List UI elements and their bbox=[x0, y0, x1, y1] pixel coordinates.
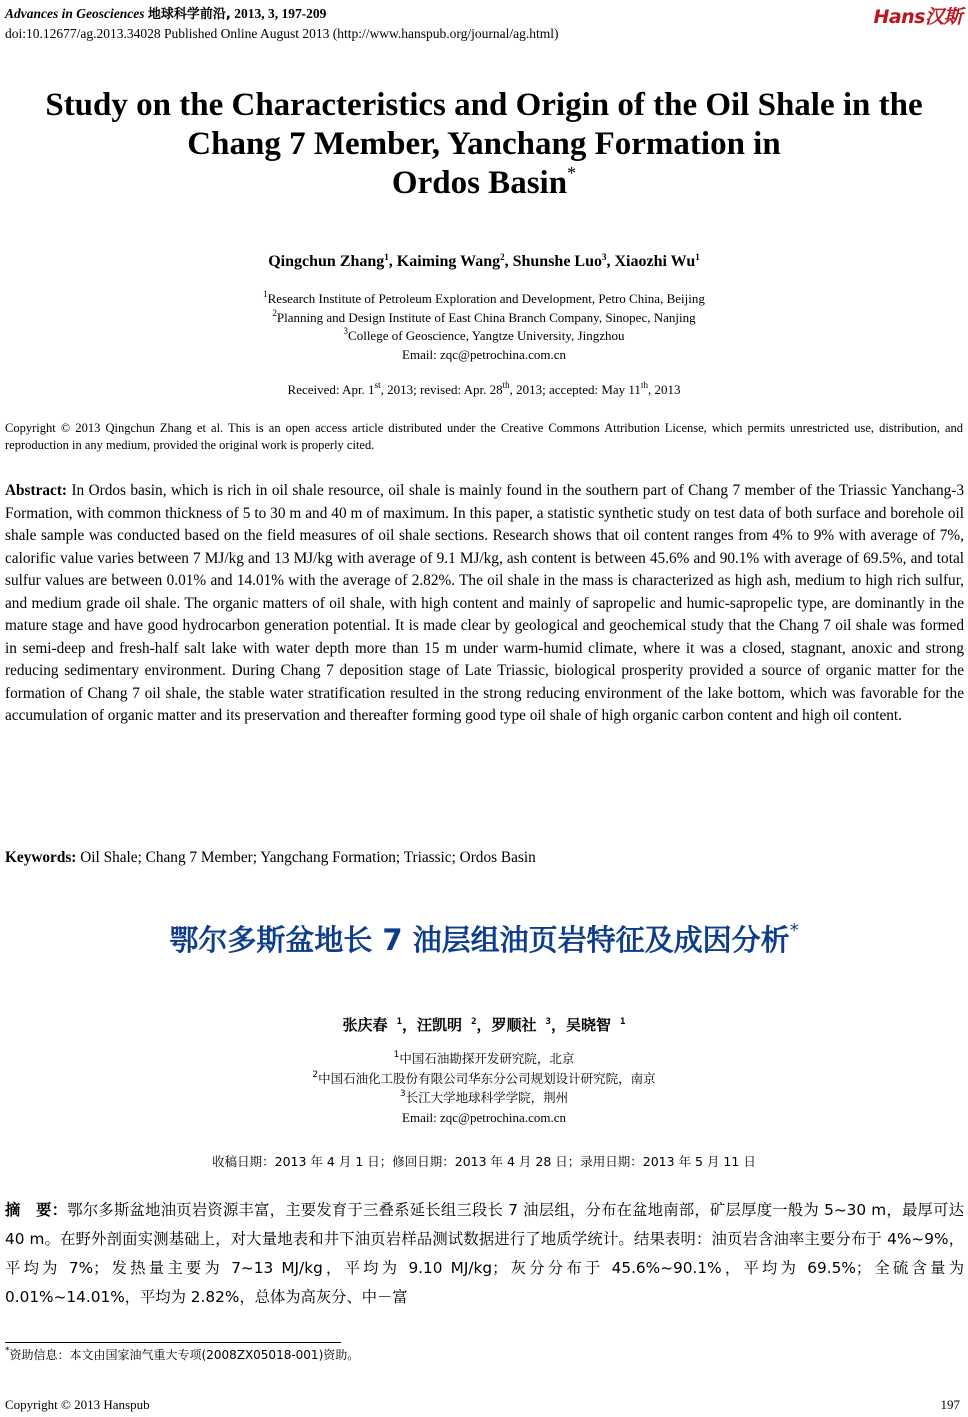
abstract-cn-text: 鄂尔多斯盆地油页岩资源丰富，主要发育于三叠系延长组三段长 7 油层组，分布在盆地南部，矿层厚度一般为 5~30 m，最厚可达 40 m。在野外剖面实测基础上，对大量地表和井下油页岩样品测试数据进行了地质学统计。结果表明：油页岩含油率主要分布于 4%~9%，平均为 7%；发热量主要为 7~13 MJ/kg，平均为 9.10 MJ/kg；灰分分布于 45.6%~90.1%，平均为 69.5%；全硫含量为 0.01%~14.01%，平均为 2.82%，总体为高灰分、中－富 bbox=[5, 1201, 964, 1306]
funding-footnote: *资助信息：本文由国家油气重大专项(2008ZX05018-001)资助。 bbox=[5, 1346, 360, 1362]
author-email: Email: zqc@petrochina.com.cn bbox=[402, 346, 566, 362]
abstract-cn bbox=[5, 1196, 964, 1312]
footer-copyright: Copyright © 2013 Hanspub bbox=[5, 1397, 150, 1412]
author-list bbox=[0, 253, 968, 271]
author: Qingchun Zhang$^1$, bbox=[268, 252, 397, 270]
received-dates: Received: Apr. 1st, 2013; revised: Apr. 28th, 2013; accepted: May 11th, 2013 bbox=[287, 380, 681, 397]
title-footnote-mark: * bbox=[567, 163, 577, 183]
author-cn: 张庆春 $^1$， bbox=[342, 1016, 418, 1034]
keywords-label: Keywords: bbox=[5, 849, 77, 866]
abstract-text: In Ordos basin, which is rich in oil shale resource, oil shale is mainly found in the southern part of Chang 7 member of the Triassic Yanchang-3 Formation, with common thickness of 5 to 30 m and 40 m of maximum. In this paper, a statistic synthetic study on test data of both surface and borehole oil shale sample was conducted based on the field measures of oil shale sections. Research shows that oil content ranges from 4% to 9% with average of 7%, calorific value varies between 7 MJ/kg and 13 MJ/kg with average of 9.1 MJ/kg, ash content is between 45.6% and 90.1% with average of 69.5%, and total sulfur values are between 0.01% and 14.01% with the average of 2.82%. The oil shale in the mass is characterized as high ash, medium to high rich sulfur, and medium grade oil shale. The organic matters of oil shale, with high content and mainly of sapropelic and humic-sapropelic type, are dominantly in the mature stage and have good hydrocarbon generation potential. It is made clear by geological and geochemical study that the Chang 7 oil shale was formed in semi-deep and fresh-half salt lake with water depth more than 15 m under warm-humid climate, where it was a closed, stagnant, anoxic and strong reducing sedimentary environment. During Chang 7 deposition stage of Late Triassic, biological prosperity provided a source of organic matter for the formation of Chang 7 oil shale, the stable water stratification resulted in the strong reducing environment of the lake bottom, which was favorable for the accumulation of organic matter and its preservation and thereafter forming good type oil shale of high organic carbon content and high oil content. bbox=[5, 482, 965, 724]
journal-line bbox=[5, 4, 558, 24]
author: Xiaozhi Wu$^1$ bbox=[614, 252, 700, 270]
paper-title-cn: 鄂尔多斯盆地长 7 油层组油页岩特征及成因分析* bbox=[169, 920, 799, 957]
title-line-3: Ordos Basin* bbox=[391, 163, 577, 201]
keywords-text: Oil Shale; Chang 7 Member; Yangchang Formation; Triassic; Ordos Basin bbox=[80, 849, 536, 866]
author-cn: 罗顺社 $^3$， bbox=[491, 1016, 566, 1034]
affiliation: $^1$Research Institute of Petroleum Exploration and Development, Petro China, Beijing bbox=[263, 289, 705, 306]
author-cn: 吴晓智 $^1$ bbox=[565, 1016, 626, 1034]
abstract-label: Abstract: bbox=[5, 482, 68, 499]
paper-title bbox=[0, 86, 968, 203]
title-line-1: Study on the Characteristics and Origin of the Oil Shale in the bbox=[45, 87, 923, 123]
journal-name-cn: 地球科学前沿, bbox=[147, 7, 231, 22]
journal-issue: 2013, 3, 197-209 bbox=[234, 6, 327, 21]
author-cn: 汪凯明 $^2$， bbox=[417, 1016, 492, 1034]
copyright-notice: Copyright © 2013 Qingchun Zhang et al. This is an open access article distributed under the Creative Commons Attribution License, which permits unrestricted use, distribution, and reproduction in any medium, provided the original work is properly cited. bbox=[5, 421, 963, 452]
affiliation: $^3$College of Geoscience, Yangtze University, Jingzhou bbox=[343, 326, 625, 343]
journal-name: Advances in Geosciences bbox=[5, 6, 145, 21]
footnote-divider bbox=[5, 1342, 341, 1343]
affiliation-cn: $^3$长江大学地球科学学院，荆州 bbox=[399, 1089, 569, 1105]
running-header bbox=[5, 4, 558, 43]
title-line-2: Chang 7 Member, Yanchang Formation in bbox=[187, 126, 781, 162]
affiliation-cn: $^2$中国石油化工股份有限公司华东分公司规划设计研究院，南京 bbox=[312, 1069, 656, 1086]
author: Kaiming Wang$^2$, bbox=[396, 252, 513, 270]
author: Shunshe Luo$^3$, bbox=[512, 252, 615, 270]
keywords bbox=[5, 849, 536, 867]
title-cn-footnote-mark: * bbox=[789, 920, 799, 941]
author-list-cn bbox=[0, 1014, 968, 1035]
affiliations-cn bbox=[0, 1049, 968, 1127]
affiliations bbox=[0, 290, 968, 364]
publisher-logo: Hans汉斯 bbox=[873, 6, 962, 28]
affiliation: $^2$Planning and Design Institute of East China Branch Company, Sinopec, Nanjing bbox=[272, 307, 696, 325]
abstract bbox=[5, 480, 964, 728]
abstract-cn-label: 摘 要： bbox=[5, 1201, 68, 1219]
received-dates-cn: 收稿日期：2013 年 4 月 1 日；修回日期：2013 年 4 月 28 日；录用日期：2013 年 5 月 11 日 bbox=[212, 1154, 756, 1169]
doi-line: doi:10.12677/ag.2013.34028 Published Online August 2013 (http://www.hanspub.org/journal/ag.html) bbox=[5, 26, 559, 41]
author-email-cn: Email: zqc@petrochina.com.cn bbox=[402, 1109, 566, 1125]
page-number: 197 bbox=[940, 1397, 960, 1412]
affiliation-cn: $^1$中国石油勘探开发研究院，北京 bbox=[393, 1050, 575, 1066]
